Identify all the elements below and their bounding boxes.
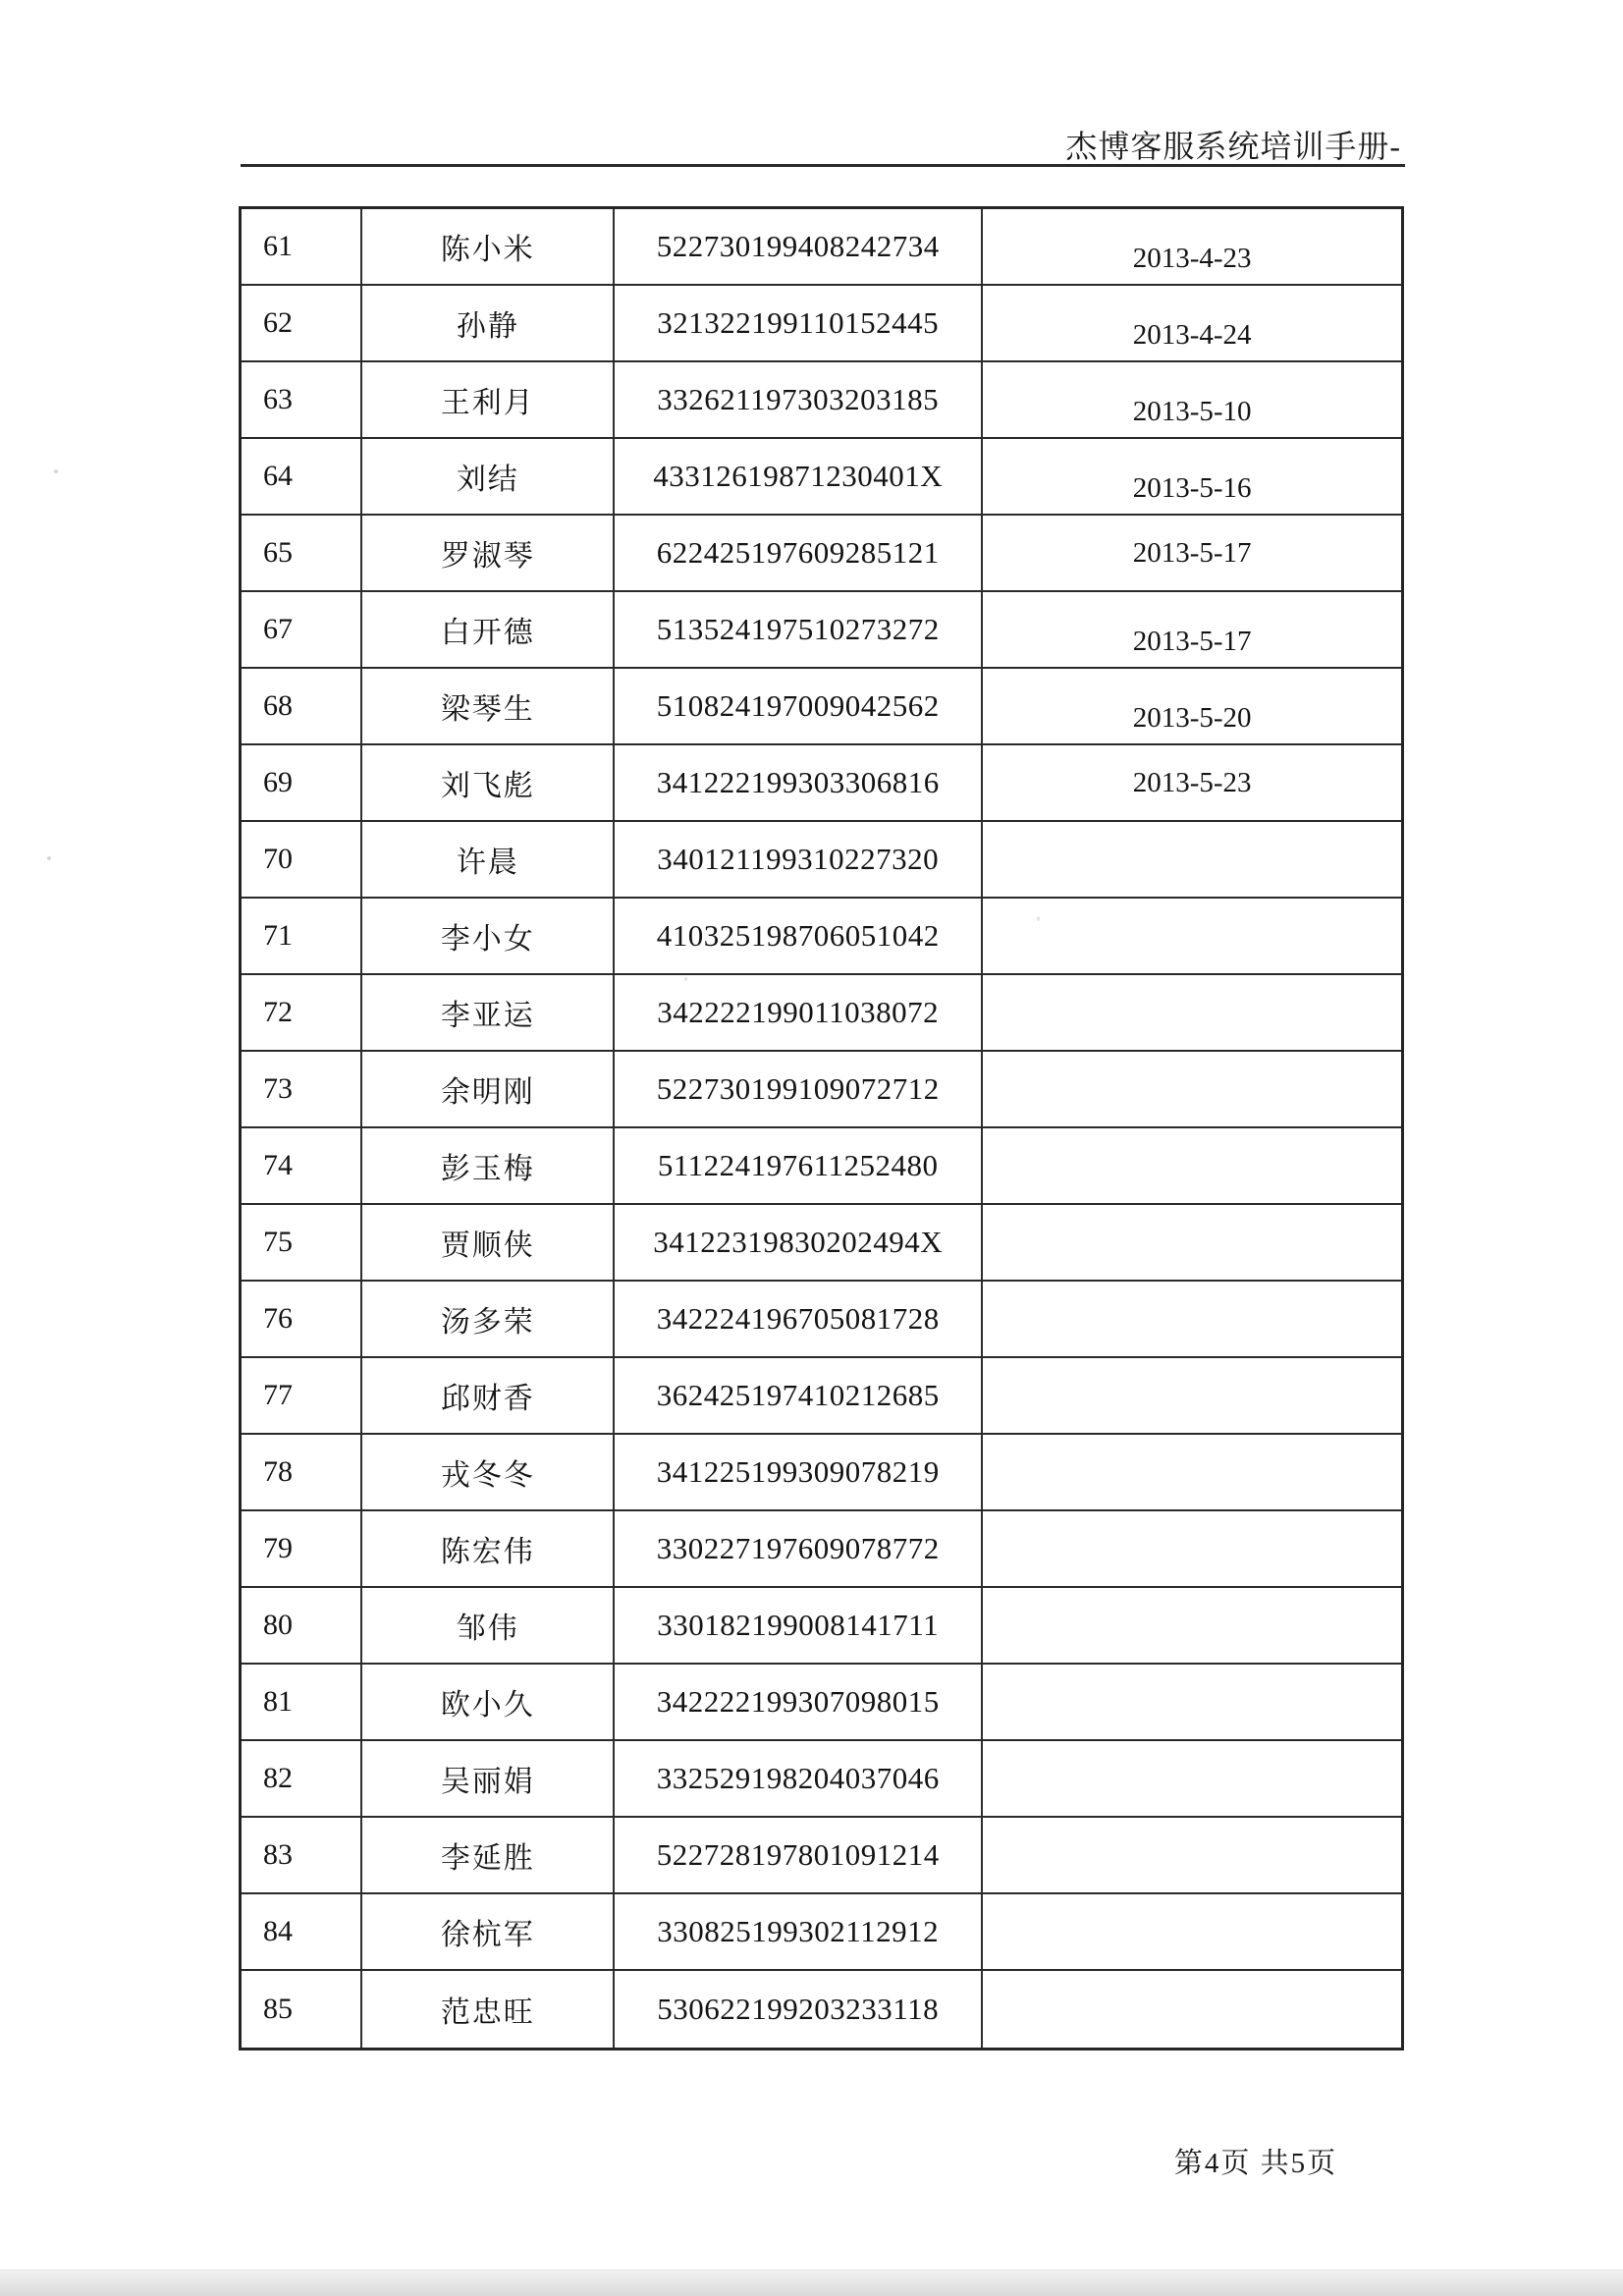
name-cell: 陈宏伟 — [362, 1511, 615, 1586]
table-row — [242, 1665, 1401, 1741]
date-cell — [983, 1741, 1401, 1816]
table-row — [242, 669, 1401, 745]
name-cell: 刘飞彪 — [362, 745, 615, 820]
id-number-cell: 330825199302112912 — [615, 1894, 983, 1969]
date-cell — [983, 1971, 1401, 2048]
id-number-cell: 530622199203233118 — [615, 1971, 983, 2048]
page-bottom-edge — [0, 2269, 1623, 2296]
name-cell: 刘结 — [362, 439, 615, 514]
table-row — [242, 1971, 1401, 2048]
id-number-cell: 510824197009042562 — [615, 669, 983, 743]
date-cell: 2013-5-17 — [1132, 536, 1252, 569]
date-cell — [983, 1052, 1401, 1126]
row-number-cell: 78 — [242, 1435, 362, 1509]
table-row — [242, 1894, 1401, 1971]
date-cell — [983, 1665, 1401, 1739]
name-cell: 汤多荣 — [362, 1282, 615, 1356]
table-row — [242, 1741, 1401, 1818]
name-cell: 欧小久 — [362, 1665, 615, 1739]
row-number-cell: 72 — [242, 975, 362, 1050]
table-row — [242, 1435, 1401, 1511]
date-cell — [983, 1894, 1401, 1969]
id-number-cell: 410325198706051042 — [615, 899, 983, 973]
header-divider — [241, 164, 1405, 167]
table-row — [242, 1282, 1401, 1358]
table-row — [242, 209, 1401, 286]
name-cell: 孙静 — [362, 286, 615, 360]
page-number: 第4页 共5页 — [1173, 2148, 1338, 2179]
date-cell: 2013-5-10 — [1132, 396, 1252, 427]
name-cell: 李延胜 — [362, 1818, 615, 1892]
id-number-cell: 332529198204037046 — [615, 1741, 983, 1816]
id-number-cell: 522730199109072712 — [615, 1052, 983, 1126]
row-number-cell: 71 — [242, 899, 362, 973]
date-cell — [983, 1205, 1401, 1280]
row-number-cell: 70 — [242, 822, 362, 897]
id-number-cell: 330182199008141711 — [615, 1588, 983, 1663]
id-number-cell: 622425197609285121 — [615, 516, 983, 590]
table-row — [242, 745, 1401, 822]
date-cell: 2013-4-24 — [1132, 319, 1252, 351]
date-cell — [983, 899, 1401, 973]
scan-speck — [1037, 916, 1040, 921]
row-number-cell: 76 — [242, 1282, 362, 1356]
row-number-cell: 81 — [242, 1665, 362, 1739]
date-cell — [983, 975, 1401, 1050]
name-cell: 吴丽娟 — [362, 1741, 615, 1816]
table-row — [242, 1588, 1401, 1665]
name-cell: 戎冬冬 — [362, 1435, 615, 1509]
name-cell: 王利月 — [362, 362, 615, 437]
roster-table — [239, 206, 1404, 2050]
name-cell: 许晨 — [362, 822, 615, 897]
date-cell: 2013-5-16 — [1132, 472, 1252, 504]
table-row — [242, 1358, 1401, 1435]
id-number-cell: 340121199310227320 — [615, 822, 983, 897]
row-number-cell: 84 — [242, 1894, 362, 1969]
name-cell: 范忠旺 — [362, 1971, 615, 2048]
row-number-cell: 79 — [242, 1511, 362, 1586]
date-cell: 2013-5-17 — [1132, 626, 1252, 657]
table-row — [242, 1052, 1401, 1128]
name-cell: 李亚运 — [362, 975, 615, 1050]
row-number-cell: 61 — [242, 209, 362, 284]
row-number-cell: 74 — [242, 1128, 362, 1203]
id-number-cell: 34122319830202494X — [615, 1205, 983, 1280]
table-row — [242, 286, 1401, 362]
date-cell: 2013-4-23 — [1132, 243, 1252, 274]
scan-speck — [54, 469, 58, 473]
table-row — [242, 1205, 1401, 1282]
name-cell: 罗淑琴 — [362, 516, 615, 590]
row-number-cell: 62 — [242, 286, 362, 360]
id-number-cell: 522730199408242734 — [615, 209, 983, 284]
id-number-cell: 342222199307098015 — [615, 1665, 983, 1739]
id-number-cell: 511224197611252480 — [615, 1128, 983, 1203]
scan-speck — [47, 856, 51, 860]
table-row — [242, 1511, 1401, 1588]
scan-speck — [684, 977, 687, 981]
name-cell: 李小女 — [362, 899, 615, 973]
id-number-cell: 342224196705081728 — [615, 1282, 983, 1356]
row-number-cell: 85 — [242, 1971, 362, 2048]
date-cell — [983, 822, 1401, 897]
row-number-cell: 75 — [242, 1205, 362, 1280]
id-number-cell: 321322199110152445 — [615, 286, 983, 360]
row-number-cell: 80 — [242, 1588, 362, 1663]
id-number-cell: 342222199011038072 — [615, 975, 983, 1050]
id-number-cell: 341222199303306816 — [615, 745, 983, 820]
row-number-cell: 69 — [242, 745, 362, 820]
table-row — [242, 975, 1401, 1052]
table-row — [242, 1128, 1401, 1205]
row-number-cell: 77 — [242, 1358, 362, 1433]
table-row — [242, 899, 1401, 975]
row-number-cell: 65 — [242, 516, 362, 590]
table-row — [242, 822, 1401, 899]
table-row — [242, 439, 1401, 516]
id-number-cell: 522728197801091214 — [615, 1818, 983, 1892]
row-number-cell: 63 — [242, 362, 362, 437]
row-number-cell: 68 — [242, 669, 362, 743]
name-cell: 陈小米 — [362, 209, 615, 284]
id-number-cell: 341225199309078219 — [615, 1435, 983, 1509]
date-cell — [983, 1511, 1401, 1586]
document-title: 杰博客服系统培训手册- — [1065, 129, 1401, 164]
name-cell: 白开德 — [362, 592, 615, 667]
date-cell — [983, 1435, 1401, 1509]
id-number-cell: 43312619871230401X — [615, 439, 983, 514]
row-number-cell: 64 — [242, 439, 362, 514]
table-body — [242, 209, 1401, 2048]
table-row — [242, 362, 1401, 439]
date-cell — [983, 1588, 1401, 1663]
name-cell: 梁琴生 — [362, 669, 615, 743]
date-cell — [983, 1282, 1401, 1356]
name-cell: 邹伟 — [362, 1588, 615, 1663]
row-number-cell: 67 — [242, 592, 362, 667]
date-cell — [983, 1128, 1401, 1203]
date-cell: 2013-5-23 — [1132, 766, 1252, 798]
table-row — [242, 1818, 1401, 1894]
date-cell: 2013-5-20 — [1132, 702, 1252, 734]
date-cell — [983, 1358, 1401, 1433]
id-number-cell: 362425197410212685 — [615, 1358, 983, 1433]
id-number-cell: 330227197609078772 — [615, 1511, 983, 1586]
row-number-cell: 73 — [242, 1052, 362, 1126]
name-cell: 徐杭军 — [362, 1894, 615, 1969]
id-number-cell: 513524197510273272 — [615, 592, 983, 667]
row-number-cell: 83 — [242, 1818, 362, 1892]
name-cell: 贾顺侠 — [362, 1205, 615, 1280]
id-number-cell: 332621197303203185 — [615, 362, 983, 437]
name-cell: 邱财香 — [362, 1358, 615, 1433]
row-number-cell: 82 — [242, 1741, 362, 1816]
date-cell — [983, 1818, 1401, 1892]
name-cell: 彭玉梅 — [362, 1128, 615, 1203]
name-cell: 余明刚 — [362, 1052, 615, 1126]
table-row — [242, 592, 1401, 669]
table-row — [242, 516, 1401, 592]
